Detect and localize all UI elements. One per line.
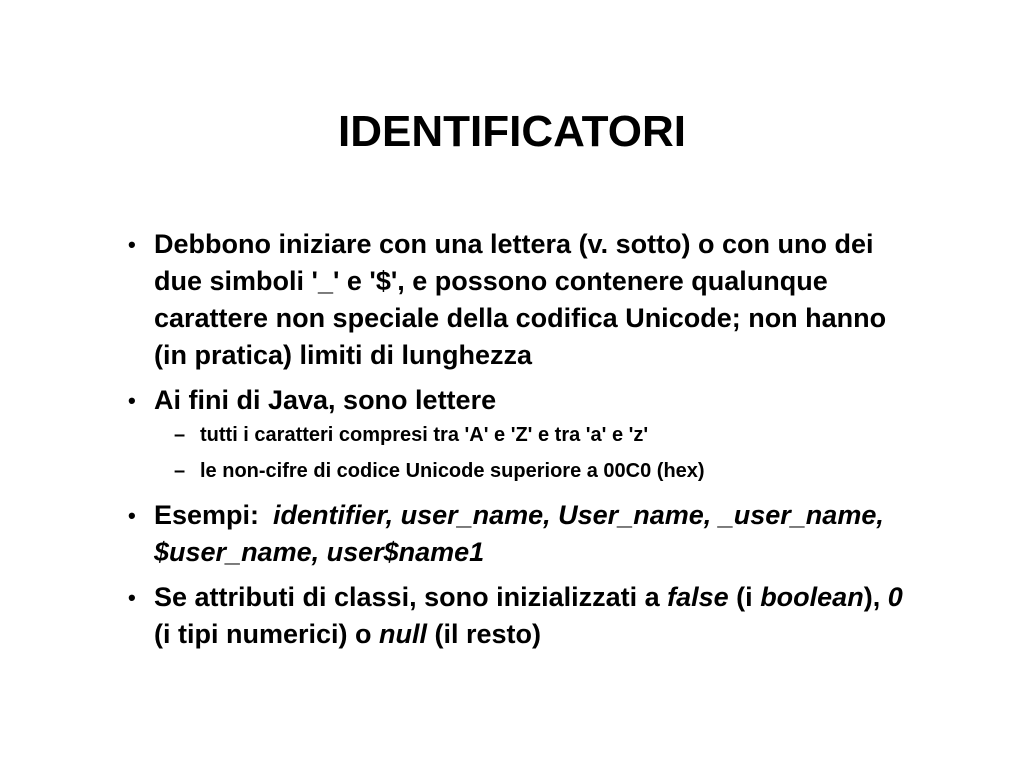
bullet4-text-d: ), [863,582,888,612]
examples-label: Esempi: [154,500,260,530]
null-keyword: null [379,619,428,649]
bullet4-text-f: (il resto) [427,619,542,649]
bullet4-text-e: (i tipi numerici) o [154,619,380,649]
sub-bullet-text-1: tutti i caratteri compresi tra 'A' e 'Z' e tra 'a' e 'z' [200,424,649,446]
bullet-text-1: Debbono iniziare con una lettera (v. sotto) o con uno dei due simboli '_' e '$', e possono contenere qualunque carattere non speciale della codifica Unicode; non hanno (in pratica) limiti di lunghezza [154,229,887,370]
sub-bullet-text-2: le non-cifre di codice Unicode superiore a 00C0 (hex) [200,460,705,482]
bullet4-text-a: Se attributi di classi, sono inizializzati a [154,582,668,612]
slide-title: IDENTIFICATORI [338,107,686,156]
dash-icon: – [174,424,186,446]
bullet4-text-b: ( [728,582,746,612]
bullet-icon: • [128,503,136,528]
examples-text: identifier, user_name, User_name, _user_name, $user_name, user$name1 [154,500,884,567]
bullet-item-3 [120,497,910,571]
bullet-item-2 [120,382,910,419]
bullet-icon: • [128,388,136,413]
bullet-icon: • [128,232,136,257]
zero-keyword: 0 [887,582,903,612]
dash-icon: – [174,460,186,482]
boolean-keyword: boolean [760,582,864,612]
bullet4-text-c: i [745,582,761,612]
sub-bullet-item-1 [120,421,910,449]
bullet-item-4 [120,579,910,653]
bullet-text-2: Ai fini di Java, sono lettere [154,385,497,415]
bullet-item-1 [120,226,910,374]
bullet-icon: • [128,585,136,610]
false-keyword: false [667,582,729,612]
bullet-list [120,226,910,661]
sub-bullet-item-2 [120,457,910,485]
